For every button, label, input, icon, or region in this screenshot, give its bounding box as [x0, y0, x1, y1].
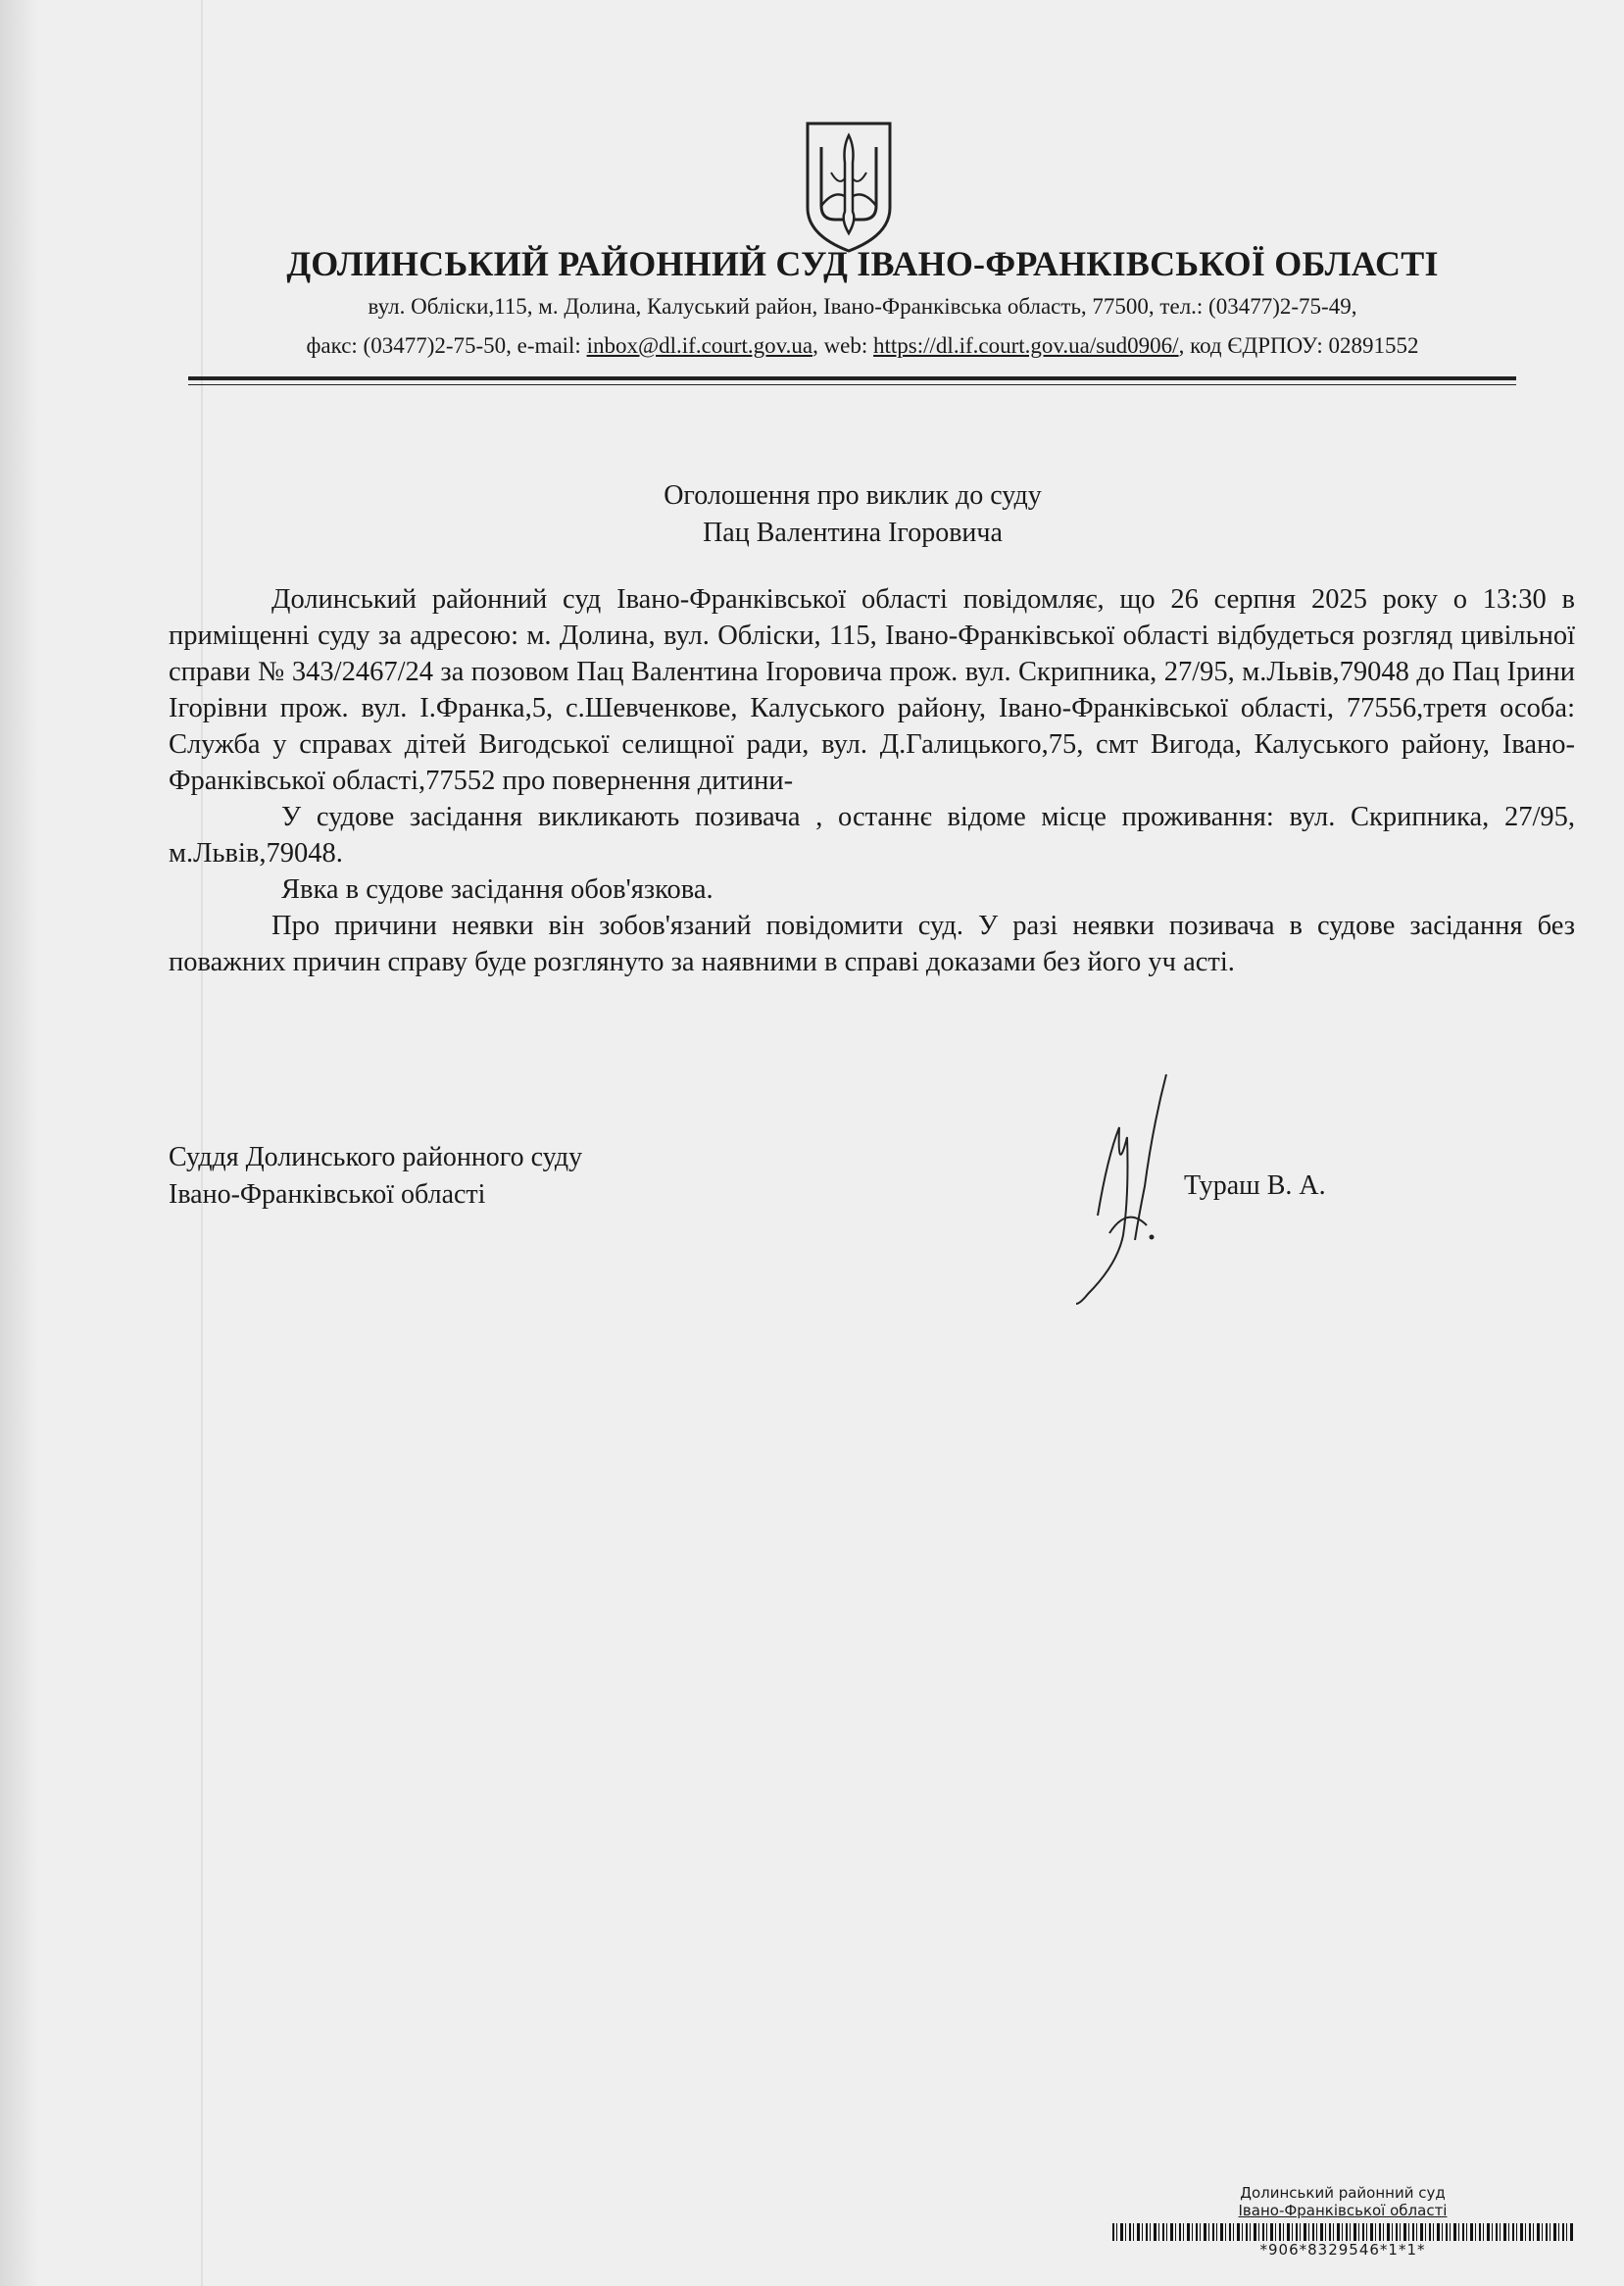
- title-line-1: Оголошення про виклик до суду: [664, 480, 1042, 511]
- edrpou-code: , код ЄДРПОУ: 02891552: [1178, 333, 1419, 358]
- page-edge-shadow: [0, 0, 39, 2286]
- body-paragraph-1: Долинський районний суд Івано-Франківської області повідомляє, що 26 серпня 2025 року о 13:30 в приміщенні суду за адресою: м. Долина, вул. Обліски, 115, Івано-Франківської області відбудеться розгляд цивільної справи № 343/2467/24 за позовом Пац Валентина Ігоровича прож. вул. Скрипника, 27/95, м.Львів,79048 до Пац Ірини Ігорівни прож. вул. І.Франка,5, с.Шевченкове, Калуського району, Івано-Франківської області, 77556,третя особа: Служба у справах дітей Вигодської селищної ради, вул. Д.Галицького,75, смт Вигода, Калуського району, Івано-Франківської області,77552 про повернення дитини-: [169, 584, 1575, 796]
- title-line-2: Пац Валентина Ігоровича: [703, 518, 1003, 548]
- body-paragraph-2: У судове засідання викликають позивача , останнє відоме місце проживання: вул. Скрипника, 27/95, м.Львів,79048.: [169, 802, 1575, 869]
- trident-emblem-icon: [802, 118, 896, 255]
- judge-position-line-1: Суддя Долинського районного суду: [169, 1142, 583, 1172]
- court-contacts: [196, 333, 1529, 359]
- barcode-number: *906*8329546*1*1*: [1259, 2241, 1426, 2259]
- header-divider-thick: [188, 376, 1516, 380]
- judge-position-line-2: Івано-Франківської області: [169, 1179, 486, 1210]
- judge-position: [169, 1139, 582, 1214]
- web-prefix: , web:: [812, 333, 874, 358]
- stamp-court-name: Долинський районний суд: [1240, 2184, 1446, 2202]
- court-name: ДОЛИНСЬКИЙ РАЙОННИЙ СУД ІВАНО-ФРАНКІВСЬКОЇ ОБЛАСТІ: [286, 244, 1439, 283]
- document-title: [490, 477, 1215, 552]
- judge-name: Тураш В. А.: [1184, 1170, 1326, 1201]
- header-divider-thin: [188, 384, 1516, 385]
- barcode: [1112, 2223, 1573, 2241]
- court-address: вул. Обліски,115, м. Долина, Калуський район, Івано-Франківська область, 77500, тел.: (03477)2-75-49,: [368, 294, 1357, 319]
- body-paragraph-3: Явка в судове засідання обов'язкова.: [281, 874, 714, 905]
- website-link[interactable]: https://dl.if.court.gov.ua/sud0906/: [873, 333, 1179, 358]
- registration-stamp: [1112, 2184, 1573, 2259]
- body-paragraph-4: Про причини неявки він зобов'язаний повідомити суд. У разі неявки позивача в судове засідання без поважних причин справу буде розглянуто за наявними в справі доказами без його уч асті.: [169, 911, 1575, 977]
- document-body: [169, 581, 1575, 980]
- handwritten-signature: [1058, 1068, 1196, 1314]
- email-link[interactable]: inbox@dl.if.court.gov.ua: [586, 333, 813, 358]
- fax-text: факс: (03477)2-75-50, e-mail:: [306, 333, 587, 358]
- stamp-region: Івано-Франківської області: [1238, 2202, 1448, 2219]
